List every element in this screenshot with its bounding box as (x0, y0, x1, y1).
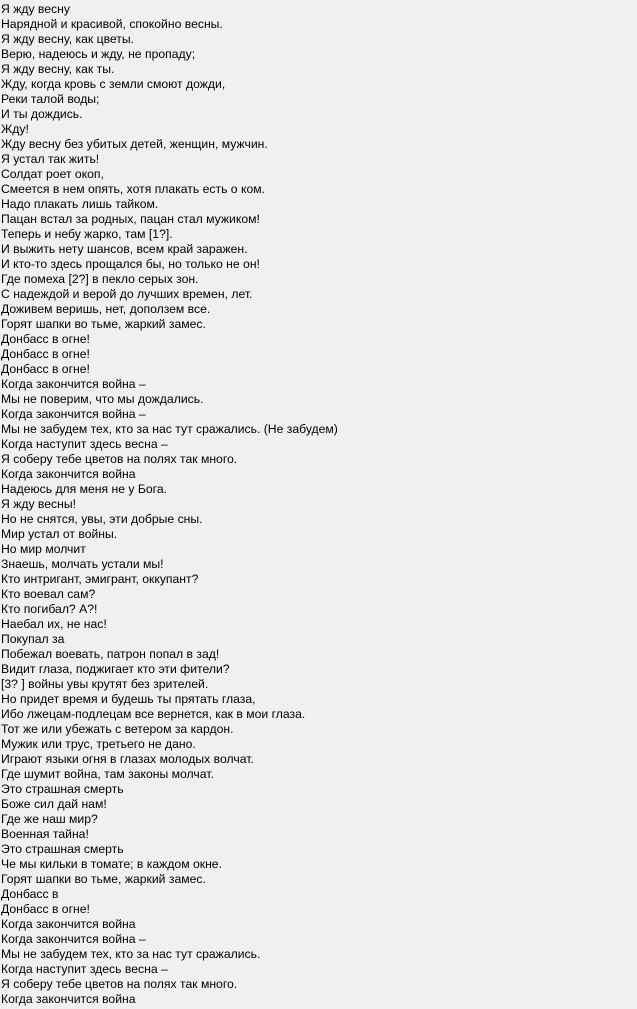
lyric-line: Мужик или трус, третьего не дано. (1, 737, 196, 751)
lyric-line: Тот же или убежать с ветером за кардон. (1, 722, 234, 736)
lyric-line: Мир устал от войны. (1, 527, 118, 541)
lyric-line: Но не снятся, увы, эти добрые сны. (1, 512, 203, 526)
lyric-line: Доживем веришь, нет, доползем все. (1, 302, 211, 316)
lyric-line: [3? ] войны увы крутят без зрителей. (1, 677, 209, 691)
lyric-line: И кто-то здесь прощался бы, но только не он! (1, 257, 260, 271)
lyric-line: И выжить нету шансов, всем край заражен. (1, 242, 248, 256)
lyric-line: Смеется в нем опять, хотя плакать есть о ком. (1, 182, 265, 196)
lyric-line: Я жду весну (1, 2, 70, 16)
lyric-line: Донбасс в огне! (1, 347, 90, 361)
lyric-line: Донбасс в огне! (1, 362, 90, 376)
lyric-line: Побежал воевать, патрон попал в зад! (1, 647, 220, 661)
lyric-line: Где шумит война, там законы молчат. (1, 767, 214, 781)
lyric-line: Теперь и небу жарко, там [1?]. (1, 227, 173, 241)
lyric-line: Мы не забудем тех, кто за нас тут сражались. (Не забудем) (1, 422, 338, 436)
lyric-line: Когда закончится война – (1, 407, 146, 421)
lyric-line: Нарядной и красивой, спокойно весны. (1, 17, 223, 31)
lyric-line: Я соберу тебе цветов на полях так много. (1, 452, 238, 466)
lyric-line: Надеюсь для меня не у Бога. (1, 482, 168, 496)
lyric-line: Военная тайна! (1, 827, 89, 841)
lyric-line: Наебал их, не нас! (1, 617, 107, 631)
lyric-line: Кто интригант, эмигрант, оккупант? (1, 572, 199, 586)
lyric-line: Видит глаза, поджигает кто эти фители? (1, 662, 230, 676)
lyric-line: Кто погибал? А?! (1, 602, 98, 616)
lyric-line: Когда закончится война – (1, 932, 146, 946)
lyric-line: Когда закончится война (1, 467, 136, 481)
lyric-line: Знаешь, молчать устали мы! (1, 557, 164, 571)
lyric-line: Когда наступит здесь весна – (1, 437, 168, 451)
lyric-line: Я жду весну, как ты. (1, 62, 115, 76)
lyric-line: Кто воевал сам? (1, 587, 96, 601)
lyric-line: Когда закончится война (1, 992, 136, 1006)
lyric-line: Че мы кильки в томате; в каждом окне. (1, 857, 222, 871)
lyric-line: Мы не забудем тех, кто за нас тут сражались. (1, 947, 261, 961)
lyric-line: Реки талой воды; (1, 92, 100, 106)
lyric-line: Горят шапки во тьме, жаркий замес. (1, 317, 206, 331)
lyric-line: Где же наш мир? (1, 812, 98, 826)
lyric-line: Мы не поверим, что мы дождались. (1, 392, 204, 406)
lyric-line: Боже сил дай нам! (1, 797, 107, 811)
lyric-line: Донбасс в огне! (1, 332, 90, 346)
lyric-line: Солдат роет окоп, (1, 167, 104, 181)
lyric-line: С надеждой и верой до лучших времен, лет. (1, 287, 253, 301)
lyric-line: Донбасс в (1, 887, 59, 901)
lyric-line: Это страшная смерть (1, 842, 124, 856)
lyric-line: Это страшная смерть (1, 782, 124, 796)
lyric-line: Пацан встал за родных, пацан стал мужиком! (1, 212, 260, 226)
lyric-line: И ты дождись. (1, 107, 83, 121)
lyric-line: Когда закончится война – (1, 377, 146, 391)
lyric-line: Жду! (1, 122, 29, 136)
lyric-line: Играют языки огня в глазах молодых волчат. (1, 752, 254, 766)
lyric-line: Покупал за (1, 632, 65, 646)
lyric-line: Я жду весны! (1, 497, 77, 511)
lyric-line: Верю, надеюсь и жду, не пропаду; (1, 47, 196, 61)
lyric-line: Я устал так жить! (1, 152, 100, 166)
lyric-line: Я соберу тебе цветов на полях так много. (1, 977, 238, 991)
lyric-line: Но мир молчит (1, 542, 86, 556)
lyric-line: Где помеха [2?] в пекло серых зон. (1, 272, 199, 286)
lyric-line: Жду весну без убитых детей, женщин, мужчин. (1, 137, 268, 151)
lyric-line: Когда закончится война (1, 917, 136, 931)
lyric-line: Жду, когда кровь с земли смоют дожди, (1, 77, 226, 91)
lyric-line: Когда наступит здесь весна – (1, 962, 168, 976)
lyric-line: Донбасс в огне! (1, 902, 90, 916)
lyric-line: Ибо лжецам-подлецам все вернется, как в мои глаза. (1, 707, 306, 721)
lyric-line: Надо плакать лишь тайком. (1, 197, 159, 211)
lyric-line: Но придет время и будешь ты прятать глаза, (1, 692, 256, 706)
lyric-line: Я жду весну, как цветы. (1, 32, 135, 46)
lyric-line: Горят шапки во тьме, жаркий замес. (1, 872, 206, 886)
